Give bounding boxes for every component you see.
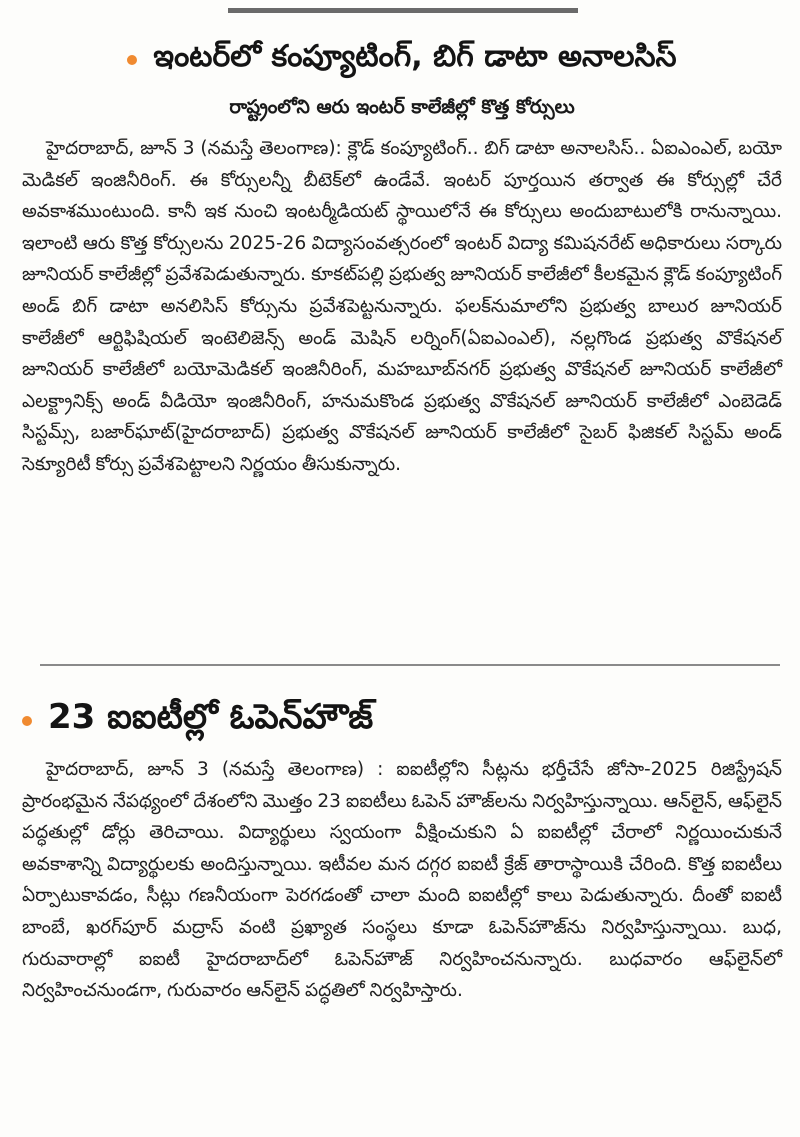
section-divider <box>40 664 780 666</box>
article-body: హైదరాబాద్‌, జూన్‌ 3 (నమస్తే తెలంగాణ) : ఐఐటీల్లోని సీట్లను భర్తీచేసే జోసా-2025 రిజిస్ట్రేషన్‌ ప్రారంభమైన నేపథ్యంలో దేశంలోని మొత్తం 23 ఐఐటీలు ఓపెన్‌ హౌజ్‌లను నిర్వహిస్తున్నాయి. ఆన్‌లైన్‌, ఆఫ్‌లైన్‌ పద్ధతుల్లో డోర్లు తెరిచాయి. విద్యార్థులు స్వయంగా వీక్షించుకుని ఏ ఐఐటీల్లో చేరాలో నిర్ణయించుకునే అవకాశాన్ని విద్యార్థులకు అందిస్తున్నాయి. ఇటీవల మన దగ్గర ఐఐటీ క్రేజ్‌ తారాస్థాయికి చేరింది. కొత్త ఐఐటీలు ఏర్పాటుకావడం, సీట్లు గణనీయంగా పెరగడంతో చాలా మంది ఐఐటీల్లో కాలు పెడుతున్నారు. దీంతో ఐఐటీ బాంబే, ఖరగ్‌పూర్‌ మద్రాస్‌ వంటి ప్రఖ్యాత సంస్థలు కూడా ఓపెన్‌హౌజ్‌ను నిర్వహిస్తున్నాయి. బుధ, గురువారాల్లో ఐఐటీ హైదరాబాద్‌లో ఓపెన్‌హౌజ్‌ నిర్వహించనున్నారు. బుధవారం ఆఫ్‌లైన్‌లో నిర్వహించనుండగా, గురువారం ఆన్‌లైన్‌ పద్ధతిలో నిర్వహిస్తారు. <box>22 759 782 1002</box>
headline-text: ఇంటర్‌లో కంప్యూటింగ్‌, బిగ్‌ డాటా అనాలసిస్‌ <box>153 39 677 74</box>
headline-text: 23 ఐఐటీల్లో ఓపెన్‌హౌజ్‌ <box>48 697 374 737</box>
article-iit-openhouse <box>22 688 782 1007</box>
bullet-icon <box>22 716 32 726</box>
article-body: హైదరాబాద్‌, జూన్‌ 3 (నమస్తే తెలంగాణ): క్లౌడ్‌ కంప్యూటింగ్‌.. బిగ్‌ డాటా అనాలసిస్‌.. ఏఐఎంఎల్‌, బయో మెడికల్‌ ఇంజినీరింగ్‌. ఈ కోర్సులన్నీ బీటెక్‌లో ఉండేవే. ఇంటర్‌ పూర్తయిన తర్వాత ఈ కోర్సుల్లో చేరే అవకాశముంటుంది. కానీ ఇక నుంచి ఇంటర్మీడియట్‌ స్థాయిలోనే ఈ కోర్సులు అందుబాటులోకి రానున్నాయి. ఇలాంటి ఆరు కొత్త కోర్సులను 2025-26 విద్యాసంవత్సరంలో ఇంటర్‌ విద్యా కమిషనరేట్‌ అధికారులు సర్కారు జూనియర్‌ కాలేజీల్లో ప్రవేశపెడుతున్నారు. కూకట్‌పల్లి ప్రభుత్వ జూనియర్‌ కాలేజీలో కీలకమైన క్లౌడ్‌ కంప్యూటింగ్‌ అండ్‌ బిగ్‌ డాటా అనలిసిస్‌ కోర్సును ప్రవేశపెట్టనున్నారు. ఫలక్‌నుమాలోని ప్రభుత్వ బాలుర జూనియర్‌ కాలేజీలో ఆర్టిఫిషియల్‌ ఇంటెలిజెన్స్‌ అండ్‌ మెషిన్‌ లర్నింగ్‌(ఏఐఎంఎల్‌), నల్లగొండ ప్రభుత్వ వొకేషనల్‌ జూనియర్‌ కాలేజీలో బయోమెడికల్‌ ఇంజినీరింగ్‌, మహబూబ్‌నగర్‌ ప్రభుత్వ వొకేషనల్‌ జూనియర్‌ కాలేజీలో ఎలక్ట్రానిక్స్‌ అండ్‌ వీడియో ఇంజినీరింగ్‌, హనుమకొండ ప్రభుత్వ వొకేషనల్‌ జూనియర్‌ కాలేజీలో ఎంబెడెడ్‌ సిస్టమ్స్‌, బజార్‌ఘాట్‌(హైదరాబాద్‌) ప్రభుత్వ వొకేషనల్‌ జూనియర్‌ కాలేజీలో సైబర్‌ ఫిజికల్‌ సిస్టమ్‌ అండ్‌ సెక్యూరిటీ కోర్సు ప్రవేశపెట్టాలని నిర్ణయం తీసుకున్నారు. <box>22 138 782 475</box>
bullet-icon <box>127 55 137 65</box>
headline <box>22 28 782 92</box>
headline <box>22 688 782 754</box>
top-rule <box>228 8 578 13</box>
subheadline: రాష్ట్రంలోని ఆరు ఇంటర్‌ కాలేజీల్లో కొత్త కోర్సులు <box>229 96 575 118</box>
article-intermediate-courses <box>22 28 782 481</box>
